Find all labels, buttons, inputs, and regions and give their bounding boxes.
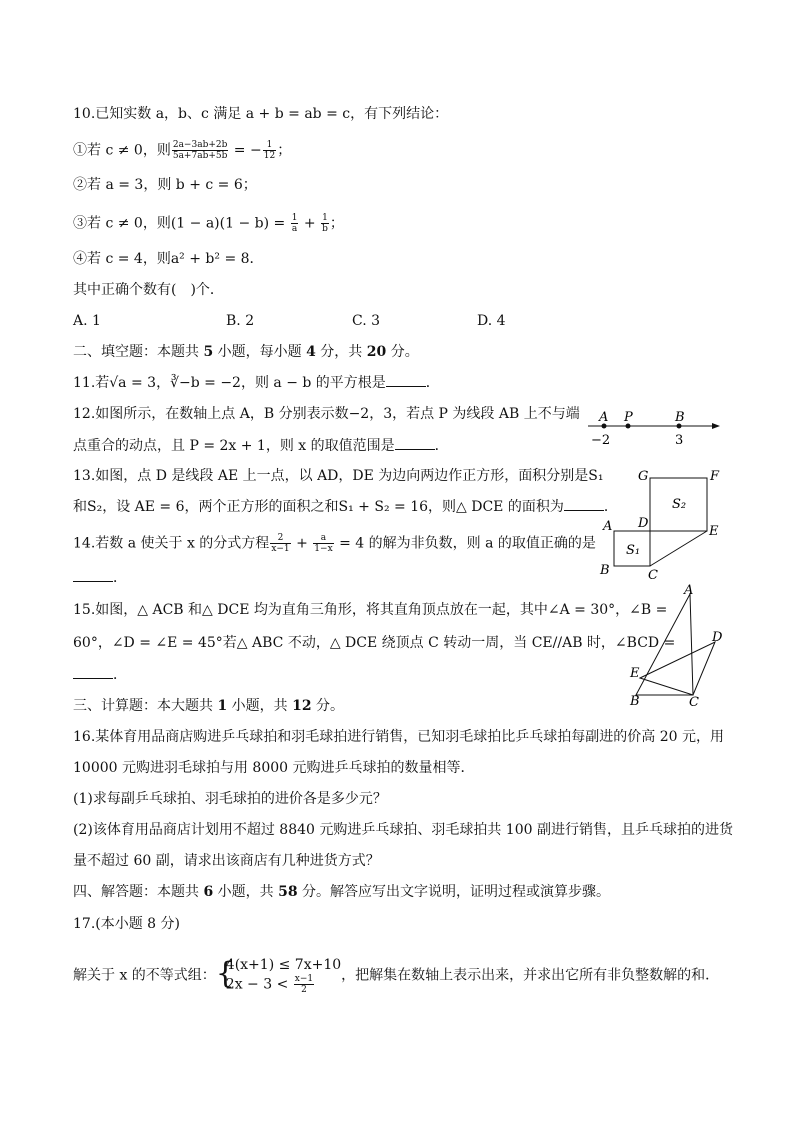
- q16-line-1: 16.某体育用品商店购进乒乓球拍和羽毛球拍进行销售，已知羽毛球拍比乒乓球拍每副进的价高 20 元，用: [73, 729, 724, 745]
- label-e: E: [709, 524, 719, 539]
- q13-line-2: 和S₂，设 AE = 6，两个正方形的面积之和S₁ + S₂ = 16，则△ DCE 的面积为 ．: [73, 499, 618, 515]
- label-c: C: [689, 695, 699, 708]
- label-d: D: [638, 516, 649, 531]
- q17-inequality-1: 4(x+1) ≤ 7x+10: [225, 957, 342, 973]
- section-3-heading: 三、计算题：本大题共 1 小题，共 12 分。: [73, 698, 345, 714]
- q11-text: 11.若√a = 3，∛−b = −2，则 a − b 的平方根是 ．: [73, 375, 440, 391]
- q10-conclusion-4: ④若 c = 4，则a² + b² = 8．: [73, 251, 264, 267]
- label-g: G: [638, 469, 649, 484]
- q12-number-line-figure: [588, 404, 724, 448]
- q15-answer-line: ．: [73, 665, 127, 685]
- q17-heading: 17.(本小题 8 分): [73, 916, 180, 932]
- label-a: A: [603, 519, 613, 534]
- q15-line-1: 15.如图，△ ACB 和△ DCE 均为直角三角形，将其直角顶点放在一起，其中∠A = 30°，∠B =: [73, 602, 668, 618]
- q10-c1-fraction: $\frac{2a-3ab+2b}{5a+7ab+5b}$: [172, 140, 228, 161]
- label-e: E: [630, 666, 640, 681]
- q11-answer-blank: [386, 373, 426, 387]
- section-4-heading: 四、解答题：本题共 6 小题，共 58 分。解答应写出文字说明，证明过程或演算步骤。: [73, 884, 611, 900]
- q10-option-c: C. 3: [352, 313, 381, 329]
- q10-option-d: D. 4: [477, 313, 506, 329]
- q14-text: 14.若数 a 使关于 x 的分式方程 $\frac{2}{x-1}$ + $\frac{a}{1-x}$ = 4 的解为非负数，则 a 的取值正确的是: [73, 533, 596, 554]
- q14-fraction-2: $\frac{a}{1-x}$: [314, 533, 333, 554]
- q10-conclusion-3: ③若 c ≠ 0，则(1 − a)(1 − b) = $\frac{1}{a}$ + $\frac{1}{b}$ ；: [73, 213, 344, 234]
- label-a: A: [684, 583, 694, 598]
- q16-part-1: (1)求每副乒乓球拍、羽毛球拍的进价各是多少元？: [73, 791, 387, 807]
- label-b: B: [675, 410, 685, 425]
- label-d: D: [712, 630, 723, 645]
- q16-line-2: 10000 元购进羽毛球拍与用 8000 元购进乒乓球拍的数量相等．: [73, 760, 475, 776]
- q14-answer-line: ．: [73, 568, 127, 588]
- label-a: A: [599, 410, 609, 425]
- q13-line-1: 13.如图，点 D 是线段 AE 上一点，以 AD，DE 为边向两边作正方形，面积分别是S₁: [73, 468, 604, 484]
- label-b: B: [600, 563, 610, 578]
- q10-c1-result-fraction: $\frac{1}{12}$: [263, 140, 276, 161]
- q14-fraction-1: $\frac{2}{x-1}$: [271, 533, 290, 554]
- q12-line-2: 点重合的动点，且 P = 2x + 1，则 x 的取值范围是 ．: [73, 438, 449, 454]
- label-b: B: [630, 694, 640, 708]
- label-c: C: [648, 568, 658, 583]
- q17-inequality-system: { 4(x+1) ≤ 7x+10 2x − 3 < $\frac{x-1}{2}$: [215, 956, 342, 995]
- q13-squares-figure: [596, 463, 726, 583]
- q15-answer-blank: [73, 665, 113, 679]
- q10-c3-fraction-a: $\frac{1}{a}$: [291, 213, 298, 234]
- section-2-heading: 二、填空题：本题共 5 小题，每小题 4 分，共 20 分。: [73, 344, 419, 360]
- q15-triangles-figure: [622, 582, 726, 708]
- label-s2: S₂: [672, 497, 687, 512]
- q10-c1-text: ①若 c ≠ 0，则: [73, 142, 171, 159]
- q15-line-2: 60°，∠D = ∠E = 45°若△ ABC 不动，△ DCE 绕顶点 C 转动一周，当 CE//AB 时，∠BCD =: [73, 635, 676, 651]
- tick-3: 3: [675, 433, 684, 448]
- q12-answer-blank: [395, 436, 435, 450]
- q10-c3-fraction-b: $\frac{1}{b}$: [322, 213, 328, 234]
- q10-conclusion-1: ①若 c ≠ 0，则 $\frac{2a-3ab+2b}{5a+7ab+5b}$ = − $\frac{1}{12}$ ；: [73, 140, 292, 161]
- q16-part-2-line-1: (2)该体育用品商店计划用不超过 8840 元购进乒乓球拍、羽毛球拍共 100 副进行销售，且乒乓球拍的进货: [73, 822, 733, 838]
- label-s1: S₁: [626, 543, 641, 558]
- q10-option-b: B. 2: [226, 313, 255, 329]
- q10-conclusion-2: ②若 a = 3，则 b + c = 6；: [73, 177, 257, 193]
- q10-stem: 10.已知实数 a，b、c 满足 a + b = ab = c，有下列结论：: [73, 106, 449, 122]
- q16-part-2-line-2: 量不超过 60 副，请求出该商店有几种进货方式？: [73, 853, 380, 869]
- label-p: P: [624, 410, 633, 425]
- label-f: F: [710, 469, 720, 484]
- q12-line-1: 12.如图所示，在数轴上点 A，B 分别表示数−2，3，若点 P 为线段 AB 上不与端: [73, 406, 580, 422]
- q14-answer-blank: [73, 568, 113, 582]
- tick-minus-2: −2: [591, 433, 611, 448]
- q10-question: 其中正确个数有( )个．: [73, 282, 224, 298]
- q10-option-a: A. 1: [73, 313, 101, 329]
- q17-text: 解关于 x 的不等式组： { 4(x+1) ≤ 7x+10 2x − 3 < $\frac{x-1}{2}$ ，把解集在数轴上表示出来，并求出它所有非负整数解的和．: [73, 956, 720, 995]
- q17-inequality-2: 2x − 3 < $\frac{x-1}{2}$: [225, 974, 314, 995]
